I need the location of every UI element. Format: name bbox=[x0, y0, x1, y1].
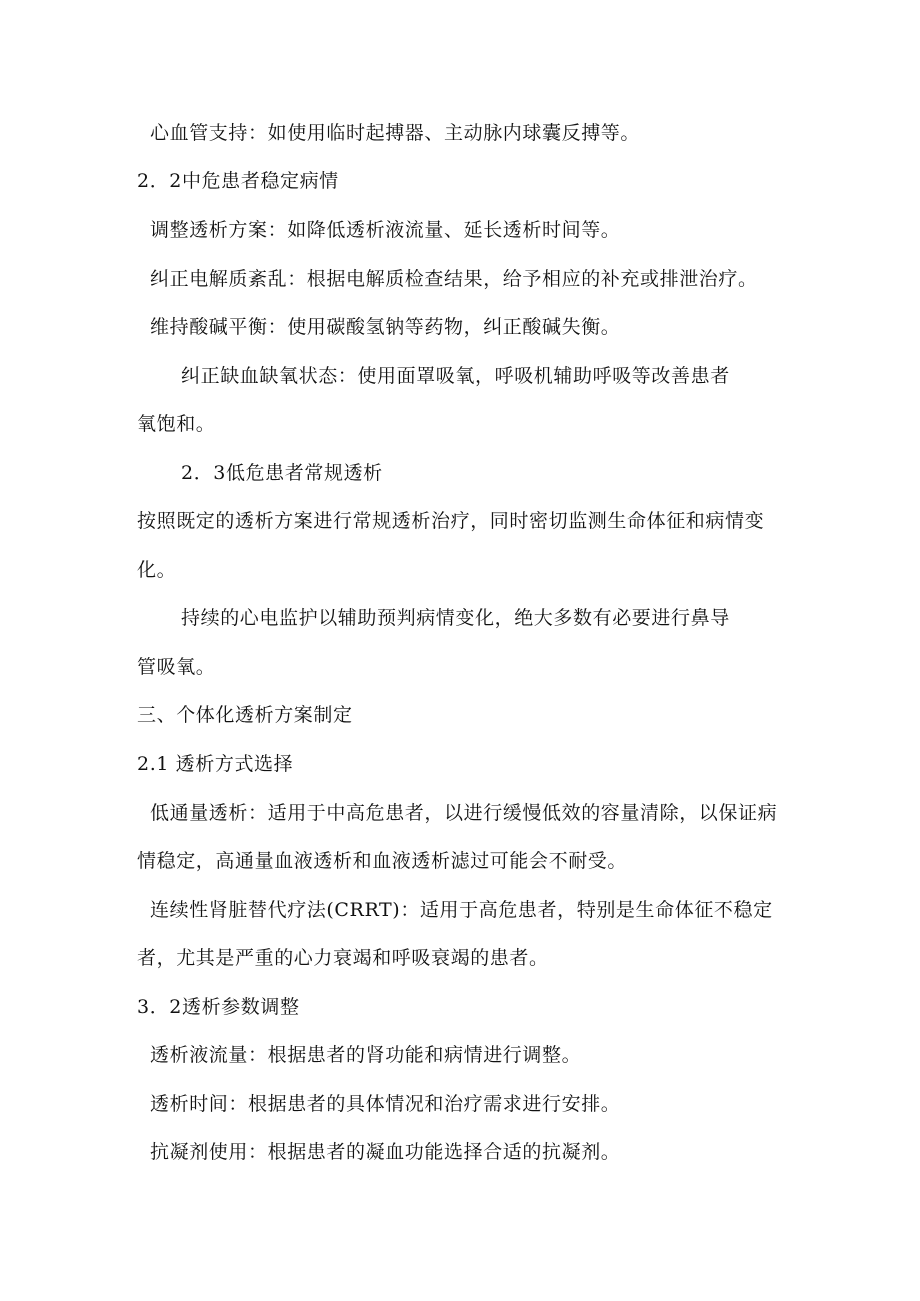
paragraph-hypoxia-cont: 氧饱和。 bbox=[137, 413, 216, 435]
paragraph-routine-dialysis-cont: 化。 bbox=[137, 559, 177, 581]
heading-2-3: 2．3低危患者常规透析 bbox=[181, 462, 383, 484]
paragraph-acid-base: 维持酸碱平衡：使用碳酸氢钠等药物，纠正酸碱失衡。 bbox=[150, 316, 621, 338]
paragraph-crrt: 连续性肾脏替代疗法(CRRT)：适用于高危患者，特别是生命体征不稳定 bbox=[150, 899, 773, 921]
paragraph-ecg-monitoring-cont: 管吸氧。 bbox=[137, 656, 216, 678]
paragraph-low-flux-cont: 情稳定，高通量血液透析和血液透析滤过可能会不耐受。 bbox=[137, 850, 628, 872]
heading-2-2: 2．2中危患者稳定病情 bbox=[137, 170, 339, 192]
heading-section-3: 三、个体化透析方案制定 bbox=[137, 704, 353, 726]
paragraph-hypoxia: 纠正缺血缺氧状态：使用面罩吸氧，呼吸机辅助呼吸等改善患者 bbox=[181, 365, 730, 387]
paragraph-anticoagulant: 抗凝剂使用：根据患者的凝血功能选择合适的抗凝剂。 bbox=[150, 1141, 621, 1163]
paragraph-dialysate-flow: 透析液流量：根据患者的肾功能和病情进行调整。 bbox=[150, 1044, 582, 1066]
paragraph-cardiovascular-support: 心血管支持：如使用临时起搏器、主动脉内球囊反搏等。 bbox=[150, 122, 641, 144]
paragraph-routine-dialysis: 按照既定的透析方案进行常规透析治疗，同时密切监测生命体征和病情变 bbox=[137, 510, 765, 532]
paragraph-low-flux: 低通量透析：适用于中高危患者，以进行缓慢低效的容量清除，以保证病 bbox=[150, 802, 778, 824]
paragraph-crrt-cont: 者，尤其是严重的心力衰竭和呼吸衰竭的患者。 bbox=[137, 947, 549, 969]
paragraph-dialysis-time: 透析时间：根据患者的具体情况和治疗需求进行安排。 bbox=[150, 1093, 621, 1115]
heading-3-2: 3．2透析参数调整 bbox=[137, 996, 300, 1018]
paragraph-electrolyte: 纠正电解质紊乱：根据电解质检查结果，给予相应的补充或排泄治疗。 bbox=[150, 268, 758, 290]
paragraph-ecg-monitoring: 持续的心电监护以辅助预判病情变化，绝大多数有必要进行鼻导 bbox=[181, 607, 730, 629]
paragraph-adjust-dialysis: 调整透析方案：如降低透析液流量、延长透析时间等。 bbox=[150, 219, 621, 241]
heading-2-1: 2.1 透析方式选择 bbox=[137, 753, 294, 775]
